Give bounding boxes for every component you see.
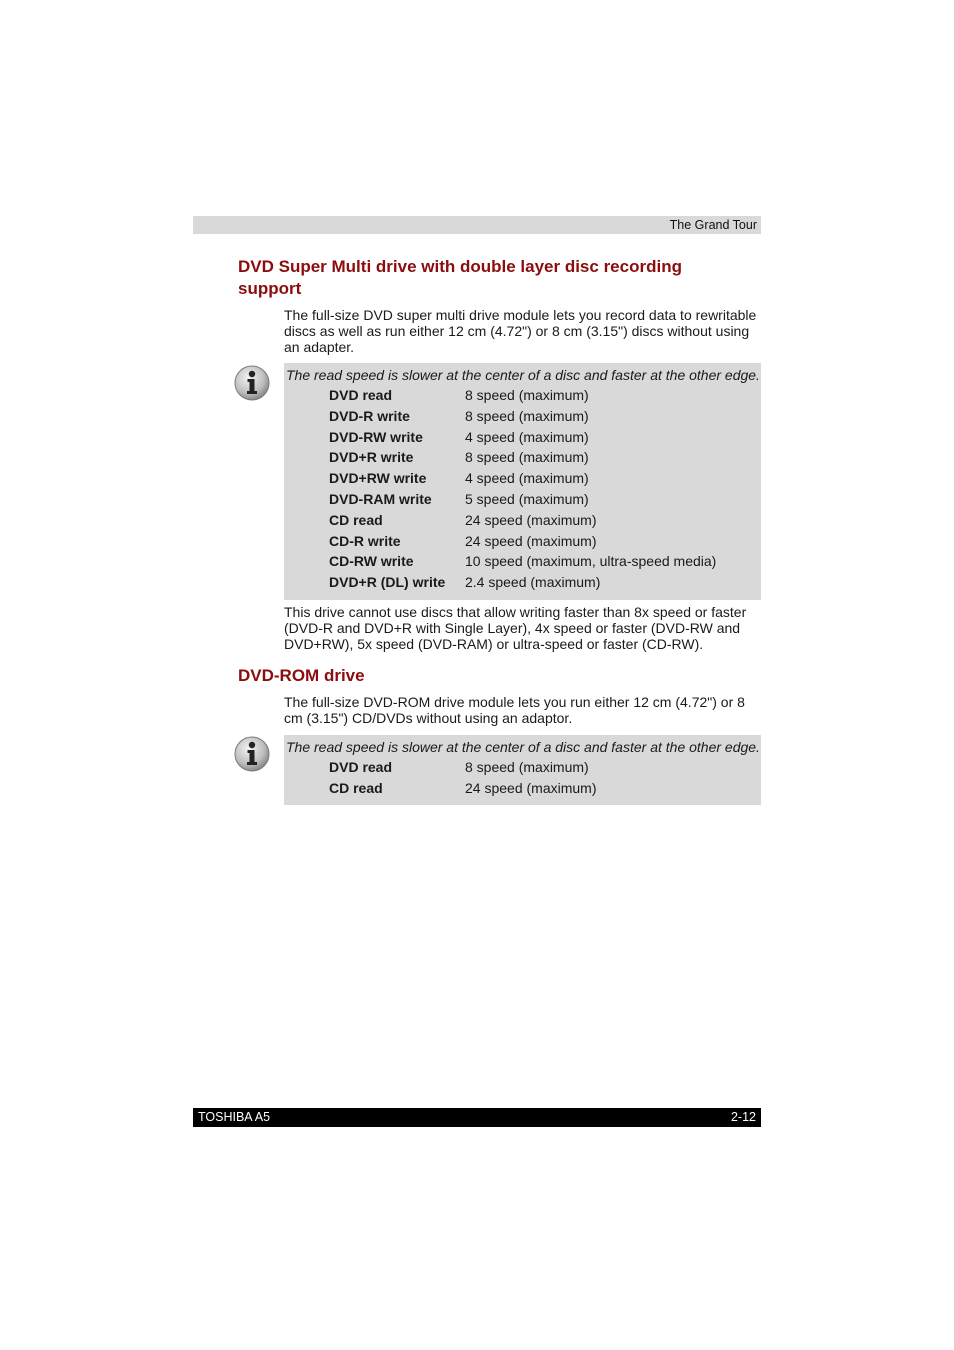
note-text: The read speed is slower at the center of a disc and faster at the other edge. bbox=[286, 367, 760, 383]
section-intro-dvd-rom: The full-size DVD-ROM drive module lets you run either 12 cm (4.72") or 8 cm (3.15") CD/DVDs without using an adaptor. bbox=[284, 694, 745, 726]
spec-label: CD-RW write bbox=[329, 553, 414, 570]
table-row bbox=[329, 406, 716, 427]
spec-value: 8 speed (maximum) bbox=[465, 387, 589, 403]
table-row bbox=[329, 572, 716, 593]
spec-label: DVD-RW write bbox=[329, 428, 423, 445]
section-intro-dvd-super-multi: The full-size DVD super multi drive module lets you record data to rewritable discs as well as run either 12 cm (4.72") or 8 cm (3.15") discs without using an adapter. bbox=[284, 307, 757, 355]
note-box-dvd-super-multi bbox=[284, 363, 761, 600]
table-row bbox=[329, 510, 716, 531]
table-row bbox=[329, 447, 716, 468]
spec-label: DVD read bbox=[329, 387, 393, 403]
spec-label: DVD+RW write bbox=[329, 470, 427, 487]
table-row bbox=[329, 531, 716, 552]
table-row bbox=[329, 551, 716, 572]
table-row bbox=[329, 385, 716, 406]
spec-label: CD read bbox=[329, 511, 383, 528]
spec-label: DVD-RAM write bbox=[329, 490, 432, 507]
spec-table-dvd-super-multi bbox=[329, 385, 716, 593]
spec-label: CD read bbox=[329, 779, 383, 796]
spec-label: CD-R write bbox=[329, 532, 401, 549]
spec-value: 8 speed (maximum) bbox=[465, 449, 589, 466]
chapter-title: The Grand Tour bbox=[669, 218, 757, 232]
info-icon bbox=[234, 736, 270, 772]
table-row bbox=[329, 757, 597, 778]
spec-value: 4 speed (maximum) bbox=[465, 470, 589, 487]
table-row bbox=[329, 778, 597, 799]
section-heading-dvd-rom: DVD-ROM drive bbox=[238, 666, 365, 685]
spec-value: 10 speed (maximum, ultra-speed media) bbox=[465, 553, 717, 570]
spec-value: 8 speed (maximum) bbox=[465, 759, 589, 775]
spec-table-dvd-rom bbox=[329, 757, 597, 799]
page-header bbox=[193, 216, 761, 234]
note-box-dvd-rom bbox=[284, 735, 761, 805]
info-icon bbox=[234, 365, 270, 401]
table-row bbox=[329, 489, 716, 510]
spec-value: 24 speed (maximum) bbox=[465, 532, 597, 549]
spec-label: DVD read bbox=[329, 759, 393, 775]
spec-value: 8 speed (maximum) bbox=[465, 407, 589, 424]
spec-label: DVD-R write bbox=[329, 407, 410, 424]
spec-value: 24 speed (maximum) bbox=[465, 511, 597, 528]
section-heading-dvd-super-multi: DVD Super Multi drive with double layer disc recording support bbox=[238, 257, 682, 298]
footer-model: TOSHIBA A5 bbox=[198, 1110, 271, 1124]
spec-label: DVD+R write bbox=[329, 449, 414, 466]
table-row bbox=[329, 468, 716, 489]
page-footer bbox=[193, 1108, 761, 1127]
footer-page-number: 2-12 bbox=[730, 1110, 756, 1124]
spec-value: 4 speed (maximum) bbox=[465, 428, 589, 445]
spec-label: DVD+R (DL) write bbox=[329, 574, 446, 591]
spec-value: 5 speed (maximum) bbox=[465, 490, 589, 507]
spec-value: 2.4 speed (maximum) bbox=[465, 574, 601, 591]
spec-value: 24 speed (maximum) bbox=[465, 779, 597, 796]
table-row bbox=[329, 427, 716, 448]
note-text: The read speed is slower at the center of a disc and faster at the other edge. bbox=[286, 739, 760, 755]
section-footnote-dvd-super-multi: This drive cannot use discs that allow writing faster than 8x speed or faster (DVD-R and DVD+R with Single Layer), 4x speed or faster (DVD-RW and DVD+RW), 5x speed (DVD-RAM) or ultra-speed or faster (CD-RW). bbox=[284, 604, 747, 652]
